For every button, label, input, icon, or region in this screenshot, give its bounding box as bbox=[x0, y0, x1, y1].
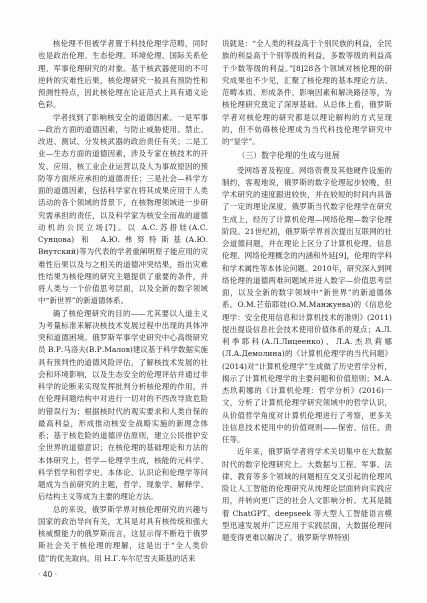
paragraph: 受网络普及程度、网络资费及其他硬件设施的制约，客观地说，俄罗斯的数字伦理起步较晚，但学术研究的速度跟进较快，并在较短的时间内具备了一定的理论深度，俄罗斯当代数字伦理学在研究生成上，经历了计算机伦理—网络伦理—数字伦理阶段。21世纪初，俄罗斯学界首次提出互联网的社会道德问题，并在理论上区分了计算机伦理、信息伦理、网络伦理概念的内涵和外延[9]，伦理的学科和学术属性等本体论问题。2010年，研究深入到网络伦理的道德两难问题域并进入数字—价值思考层面，以及全新的数字领域中“新世界”的新道德体系。О.М.芒茹耶娃(О.М.Манжуева)的《信息伦理学：安全使用信息和计算机技术的准则》(2011)提出提设信息社会技术使用价值体系的观点；А.Л.利季耶科(А.Л.Лицеенко)、Л.А.杰玖莉娜(Л.А.Демолина)的《计算机伦理学的当代问题》(2014)对“计算机伦理学”生成做了历史哲学分析，揭示了计算机伦理学的主要问题和价值原则；М.А.杰玖莉娜的《计算机伦理：哲学分析》(2016)一文，分析了计算机伦理学研究领域中的哲学认识，从价值哲学角度对计算机伦理进行了考察，更多关注信息技术使用中的价值规则——保密、信任、责任等。 bbox=[222, 165, 392, 444]
page-number: · 40 · bbox=[38, 570, 58, 579]
paragraph: 近年来，俄罗斯学者将学术关切集中在大数据时代的数字伦理研究上。大数据与工程、军事、法律、教育等多个领域的问题相互交叉引起的伦理风险让人工智能的伦理研究从纯理论层面转向实践应用，并转向更广泛的社会人文影响分析。尤其是随着 ChatGPT、deepseek 等大型人工智能语言模型迅速发展并广泛应用于实践层面，大数据伦理问题变得更难以解决了。俄罗斯学界特别 bbox=[222, 447, 392, 542]
paragraph: 总的来说，俄罗斯学界对核伦理研究的兴趣与国家的政治导向有关，尤其是对具有核传统和强大核威慑能力的俄罗斯而言，这显示得不断趋于俄罗斯社会关于核伦理的理解，这是出于“全人类价值”的优先取向。用 Н.Г.车尔尼雪夫斯基的话来 bbox=[38, 504, 208, 563]
section-heading: （三）数字伦理的生成与进展 bbox=[237, 151, 340, 161]
paragraph: 说就是：“全人类的利益高于个别民族的利益，全民族的利益高于个别等级的利益，多数等级的利益高于少数等级的利益。”[8]28各个领域对核伦理的研究成果也不少见，汇聚了核伦理的基本理论方法、范畴本质、形成条件、影响因素和解决路径等，为核伦理研究奠定了深厚基础。从总体上看，俄罗斯学者对核伦理的研究都是以理论解构的方式呈现的，但不妨碍核伦理成为当代科技伦理学研究中的“显学”。 bbox=[222, 39, 392, 146]
paragraph: 学者找到了影响核安全的道德因素。一是军事—政治方面的道德因素，与防止威胁使用、禁止、改进、测试、分发核武器的政治责任有关；二是工业—生态方面的道德因素，涉及专家在核技术的开发、应用、核工业企业运营以及人为事故原因的预防等方面所应承担的道德责任；三是社会—科学方面的道德因素，包括科学家在将其成果应用于人类活动的各个领域的背景下，在核物理领域进一步研究需承担的责任，以及科学家为核安全而战的道德动机的公民立场[7]。以 А.С.苏措娃(А.С. Сунцова) 和 А.Ю.弗努特斯基(А.Ю. Внутский)等为代表的学者重阐明原子能应用的灾难性后果以及与之相关的道德冲突结果，指出灾难性结果为核伦理的研究主题提供了重要的条件，并将人类与一个价值思考层面，以及全新的数字领域中“新世界”的新道德体系。 bbox=[38, 112, 208, 306]
paragraph: 确了核伦理研究的目的——尤其要以人道主义为考量标准来解决核技术发展过程中出现的具体冲突和道德困境。俄罗斯军事学史研究中心高级研究员 В.Р.马洛夫(В.Р.Малов)建议基于科学数据实施具有预判性的道德风险评估，了解核技术发展的社会和环境影响，以及生态安全的伦理评估并通过非科学的论断来实现发挥批判分析核伦理的作用，并在伦理问题结构中对进行一切对的不西改导致危险的错误行为；根据核时代的观实要求和人类自保的最高利益，形成推动核安全战略实施的新理念体系；基于核危险的道德评估原则，建立公民推护安全世界的道德意识；在核伦理的基础理论和方法的本体研究上，哲学—伦理学生成，核能的元科学、科学哲学和哲学史、本体论、认识论和伦理学等问题成为当前研究的主题，哲学、现象学、解释学、后结构主义等成为主要的理论方法。 bbox=[38, 308, 208, 502]
paragraph: 核伦理不但被学者置于科技伦理学范畴，同时也是政治伦理、生态伦理、环境伦理、国际关系伦理、军事伦理研究的对象。基于核武器使用的不可逆转的灾难性后果，核伦理研究一般具有预防性和预测性特点，因此核伦理在论证范式上具有通义论色彩。 bbox=[38, 39, 208, 110]
right-column bbox=[222, 38, 392, 544]
left-column bbox=[38, 38, 208, 565]
